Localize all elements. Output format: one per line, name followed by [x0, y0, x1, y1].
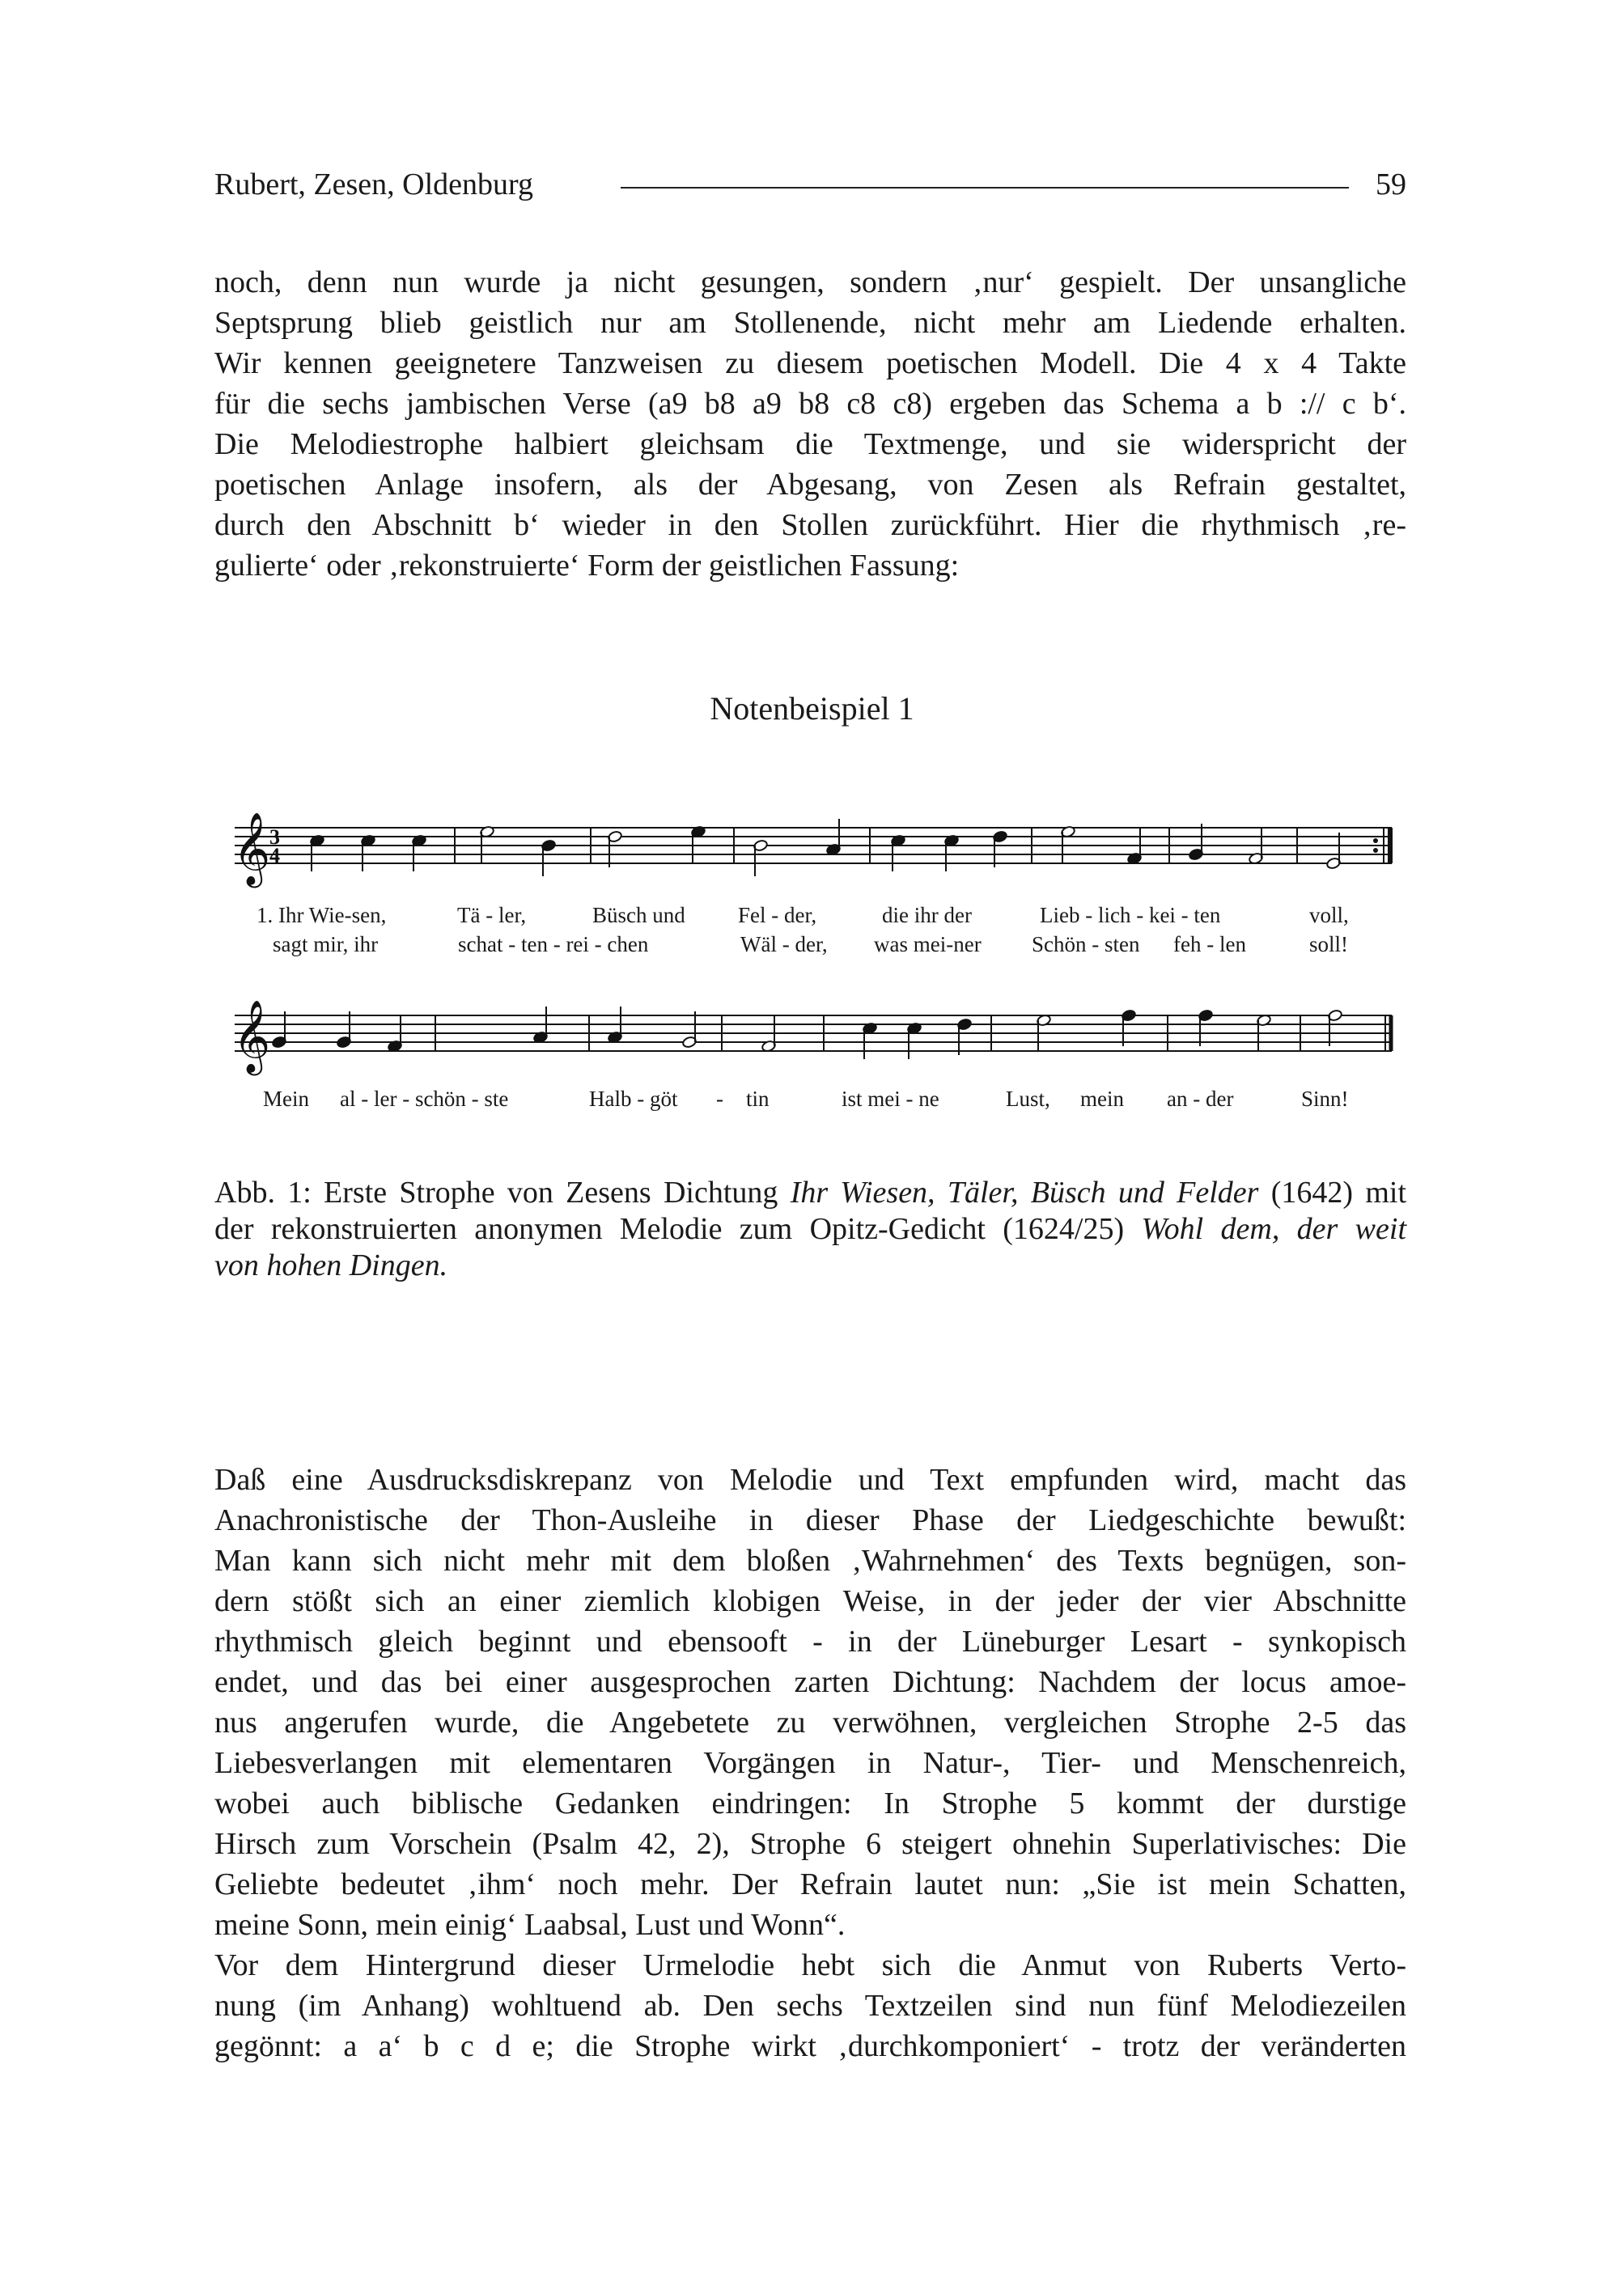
caption-line	[214, 1175, 1406, 1211]
lyric-syllable: Büsch und	[592, 903, 685, 927]
lyric-syllable: soll!	[1309, 932, 1349, 956]
lyric-syllable: voll,	[1309, 903, 1349, 927]
caption-year: (1642) mit	[1270, 1176, 1407, 1210]
lyric-syllable: Halb - göt	[589, 1087, 678, 1111]
lyric-syllable: schat - ten - rei - chen	[458, 932, 649, 956]
lyric-syllable: -	[716, 1087, 723, 1111]
page-number: 59	[1376, 167, 1406, 201]
lyric-syllable: Sinn!	[1301, 1087, 1349, 1111]
text-line: wobei auch biblische Gedanken eindringen: In Strophe 5 kommt der durstige	[214, 1787, 1406, 1820]
lyric-syllable: 1. Ihr Wie-sen,	[257, 903, 387, 927]
caption-poem-title-cont: von hohen Dingen.	[214, 1248, 448, 1282]
lyric-syllable: mein	[1080, 1087, 1124, 1111]
time-signature-denominator: 4	[269, 844, 280, 867]
text-line: endet, und das bei einer ausgesprochen zarten Dichtung: Nachdem der locus amoe-	[214, 1665, 1406, 1699]
staff-1	[235, 828, 1392, 863]
text-line: gulierte‘ oder ‚rekonstruierte‘ Form der geistlichen Fassung:	[214, 549, 960, 583]
paragraph-3	[214, 1945, 1406, 2066]
caption-line	[214, 1211, 1406, 1248]
text-line: Liebesverlangen mit elementaren Vorgängen in Natur-, Tier- und Menschenreich,	[214, 1746, 1406, 1780]
treble-clef-icon: 𝄞	[233, 1000, 271, 1073]
text-line: Septsprung blieb geistlich nur am Stollenende, nicht mehr am Liedende erhalten.	[214, 306, 1406, 340]
text-line: Vor dem Hintergrund dieser Urmelodie hebt sich die Anmut von Ruberts Verto-	[214, 1948, 1406, 1982]
text-line: nus angerufen wurde, die Angebetete zu verwöhnen, vergleichen Strophe 2-5 das	[214, 1706, 1406, 1740]
treble-clef-icon: 𝄞	[233, 812, 271, 885]
text-line: durch den Abschnitt b‘ wieder in den Stollen zurückführt. Hier die rhythmisch ‚re-	[214, 508, 1406, 542]
text-line: Wir kennen geeignetere Tanzweisen zu diesem poetischen Modell. Die 4 x 4 Takte	[214, 346, 1406, 380]
paragraph-2	[214, 1460, 1406, 1945]
text-line: für die sechs jambischen Verse (a9 b8 a9 b8 c8 c8) ergeben das Schema a b :// c b‘.	[214, 387, 1406, 421]
text-line: gegönnt: a a‘ b c d e; die Strophe wirkt ‚durchkomponiert‘ - trotz der veränderten	[214, 2029, 1406, 2063]
text-line: Geliebte bedeutet ‚ihm‘ noch mehr. Der Refrain lautet nun: „Sie ist mein Schatten,	[214, 1867, 1406, 1901]
lyric-syllable: al - ler - schön - ste	[340, 1087, 509, 1111]
caption-text: der rekonstruierten anonymen Melodie zum Opitz-Gedicht (1624/25)	[214, 1212, 1125, 1246]
caption-work-title: Ihr Wiesen, Täler, Büsch und Felder	[790, 1176, 1259, 1210]
lyric-syllable: die ihr der	[882, 903, 972, 927]
lyric-syllable: sagt mir, ihr	[273, 932, 379, 956]
figure-title: Notenbeispiel 1	[710, 690, 914, 727]
lyric-syllable: Wäl - der,	[740, 932, 828, 956]
text-line: Man kann sich nicht mehr mit dem bloßen ‚Wahrnehmen‘ des Texts begnügen, son-	[214, 1544, 1406, 1578]
lyric-syllable: an - der	[1167, 1087, 1234, 1111]
lyric-syllable: Lieb - lich - kei - ten	[1040, 903, 1221, 927]
lyric-syllable: tin	[746, 1087, 770, 1111]
lyric-syllable: Tä - ler,	[457, 903, 527, 927]
text-line: meine Sonn, mein einig‘ Laabsal, Lust und Wonn“.	[214, 1908, 846, 1942]
text-line: rhythmisch gleich beginnt und ebensooft - in der Lüneburger Lesart - synkopisch	[214, 1625, 1406, 1659]
running-title: Rubert, Zesen, Oldenburg	[214, 167, 533, 201]
lyric-syllable: Mein	[263, 1087, 309, 1111]
text-line: Die Melodiestrophe halbiert gleichsam die Textmenge, und sie widerspricht der	[214, 427, 1406, 461]
lyric-syllable: ist mei - ne	[842, 1087, 939, 1111]
lyric-syllable: was mei-ner	[874, 932, 982, 956]
caption-poem-title: Wohl dem, der weit	[1141, 1212, 1407, 1246]
staff-2	[235, 1015, 1392, 1051]
caption-label: Abb. 1: Erste Strophe von Zesens Dichtung	[214, 1176, 778, 1210]
text-line: noch, denn nun wurde ja nicht gesungen, sondern ‚nur‘ gespielt. Der unsangliche	[214, 265, 1406, 299]
text-line: dern stößt sich an einer ziemlich klobigen Weise, in der jeder der vier Abschnitte	[214, 1584, 1406, 1618]
text-line: Daß eine Ausdrucksdiskrepanz von Melodie und Text empfunden wird, macht das	[214, 1463, 1406, 1497]
lyric-syllable: Fel - der,	[738, 903, 817, 927]
lyric-syllable: Schön - sten	[1032, 932, 1140, 956]
lyric-syllable: feh - len	[1173, 932, 1246, 956]
text-line: Anachronistische der Thon-Ausleihe in dieser Phase der Liedgeschichte bewußt:	[214, 1503, 1406, 1537]
text-line: nung (im Anhang) wohltuend ab. Den sechs Textzeilen sind nun fünf Melodiezeilen	[214, 1989, 1406, 2023]
text-line: poetischen Anlage insofern, als der Abgesang, von Zesen als Refrain gestaltet,	[214, 468, 1406, 502]
text-line: Hirsch zum Vorschein (Psalm 42, 2), Strophe 6 steigert ohnehin Superlativisches: Die	[214, 1827, 1406, 1861]
figure-caption	[214, 1175, 1406, 1284]
lyric-syllable: Lust,	[1006, 1087, 1050, 1111]
time-signature-numerator: 3	[269, 825, 280, 849]
